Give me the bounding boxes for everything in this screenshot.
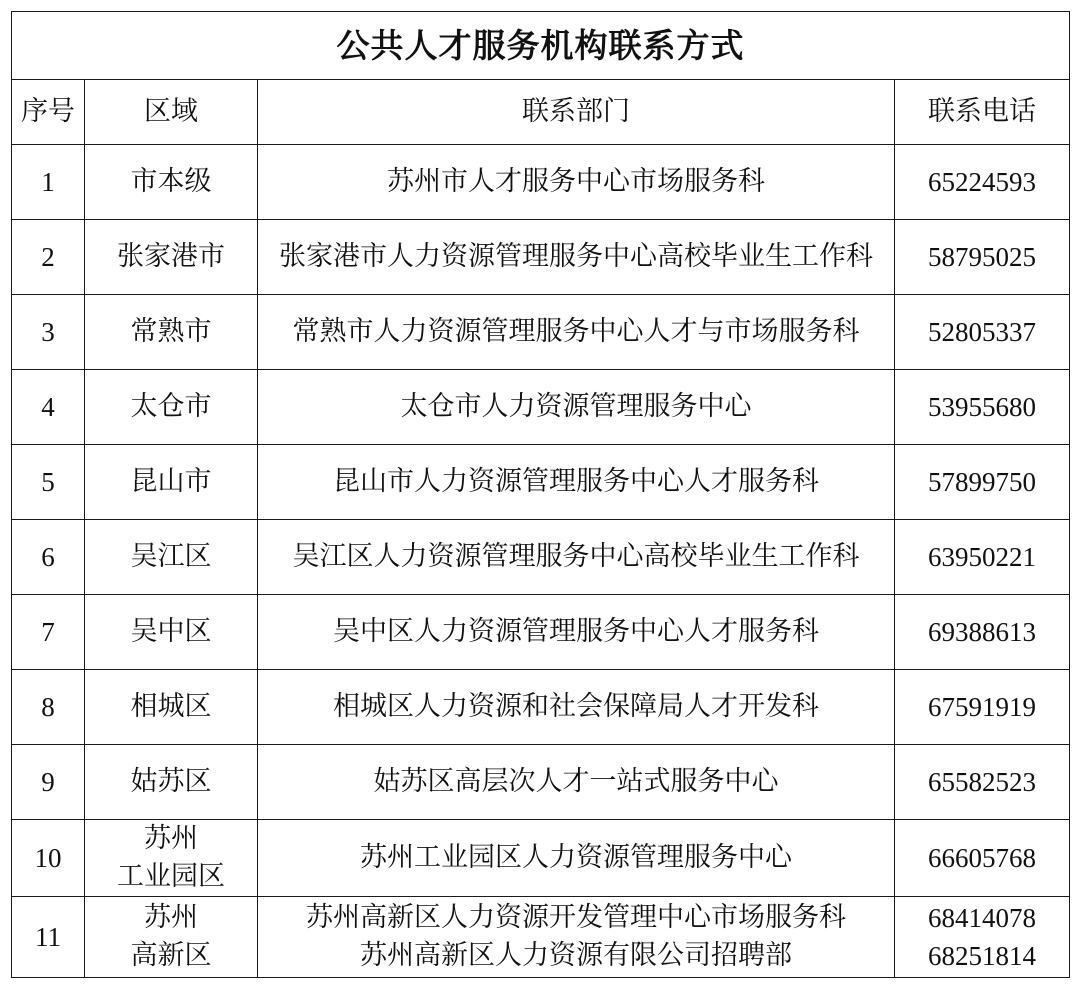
row-phone bbox=[895, 370, 1070, 445]
row-phone-text: 67591919 bbox=[928, 692, 1036, 722]
row-region-text: 太仓市 bbox=[130, 391, 212, 422]
row-index: 8 bbox=[12, 670, 85, 745]
row-region-text: 相城区 bbox=[130, 691, 212, 722]
row-region-text: 苏州 bbox=[144, 902, 198, 933]
row-phone-text: 66605768 bbox=[928, 843, 1036, 873]
table-row bbox=[12, 295, 1070, 370]
table-row bbox=[12, 445, 1070, 520]
table-title: 公共人才服务机构联系方式 bbox=[12, 12, 1070, 80]
row-department bbox=[258, 595, 895, 670]
row-department-text: 姑苏区高层次人才一站式服务中心 bbox=[373, 766, 779, 797]
row-region bbox=[85, 295, 258, 370]
row-phone-text: 58795025 bbox=[928, 242, 1036, 272]
row-department bbox=[258, 295, 895, 370]
row-region-text: 吴中区 bbox=[130, 616, 212, 647]
row-phone-text: 68251814 bbox=[928, 941, 1036, 971]
row-region-text: 工业园区 bbox=[117, 861, 225, 892]
row-phone-text: 52805337 bbox=[928, 317, 1036, 347]
table-row bbox=[12, 145, 1070, 220]
table-row bbox=[12, 670, 1070, 745]
row-phone bbox=[895, 220, 1070, 295]
row-index: 2 bbox=[12, 220, 85, 295]
table-row bbox=[12, 220, 1070, 295]
row-region bbox=[85, 897, 258, 978]
row-phone-text: 53955680 bbox=[928, 392, 1036, 422]
table-row bbox=[12, 745, 1070, 820]
row-region-text: 常熟市 bbox=[130, 316, 212, 347]
header-index: 序号 bbox=[12, 80, 85, 145]
row-phone bbox=[895, 295, 1070, 370]
row-region-text: 姑苏区 bbox=[130, 766, 212, 797]
row-region bbox=[85, 145, 258, 220]
table-body bbox=[12, 145, 1070, 978]
row-phone bbox=[895, 520, 1070, 595]
row-department-text: 昆山市人力资源管理服务中心人才服务科 bbox=[333, 466, 819, 497]
row-department-text: 常熟市人力资源管理服务中心人才与市场服务科 bbox=[292, 316, 860, 347]
table-row bbox=[12, 370, 1070, 445]
row-index: 3 bbox=[12, 295, 85, 370]
row-region-text: 苏州 bbox=[144, 823, 198, 854]
row-phone bbox=[895, 820, 1070, 897]
row-region-text: 昆山市 bbox=[130, 466, 212, 497]
header-region: 区域 bbox=[85, 80, 258, 145]
row-region-text: 吴江区 bbox=[130, 541, 212, 572]
table-row bbox=[12, 595, 1070, 670]
row-phone bbox=[895, 897, 1070, 978]
row-department-text: 吴中区人力资源管理服务中心人才服务科 bbox=[333, 616, 819, 647]
row-department-text: 苏州市人才服务中心市场服务科 bbox=[387, 166, 765, 197]
row-phone-text: 65582523 bbox=[928, 767, 1036, 797]
header-row bbox=[12, 80, 1070, 145]
row-department bbox=[258, 145, 895, 220]
row-phone bbox=[895, 745, 1070, 820]
row-index: 6 bbox=[12, 520, 85, 595]
row-department-text: 张家港市人力资源管理服务中心高校毕业生工作科 bbox=[279, 241, 873, 272]
header-phone: 联系电话 bbox=[895, 80, 1070, 145]
row-region bbox=[85, 370, 258, 445]
row-department-text: 苏州工业园区人力资源管理服务中心 bbox=[360, 842, 792, 873]
contact-table bbox=[11, 11, 1070, 978]
row-department bbox=[258, 897, 895, 978]
row-department-text: 太仓市人力资源管理服务中心 bbox=[400, 391, 752, 422]
row-department bbox=[258, 745, 895, 820]
row-department-text: 相城区人力资源和社会保障局人才开发科 bbox=[333, 691, 819, 722]
row-region-text: 张家港市 bbox=[117, 241, 225, 272]
row-phone bbox=[895, 445, 1070, 520]
table-row bbox=[12, 820, 1070, 897]
row-phone-text: 69388613 bbox=[928, 617, 1036, 647]
row-department bbox=[258, 370, 895, 445]
row-phone-text: 68414078 bbox=[928, 903, 1036, 933]
row-phone bbox=[895, 595, 1070, 670]
row-region bbox=[85, 745, 258, 820]
row-index: 5 bbox=[12, 445, 85, 520]
row-index: 1 bbox=[12, 145, 85, 220]
row-region-text: 市本级 bbox=[130, 166, 212, 197]
row-index: 11 bbox=[12, 897, 85, 978]
row-index: 7 bbox=[12, 595, 85, 670]
row-phone-text: 63950221 bbox=[928, 542, 1036, 572]
row-index: 10 bbox=[12, 820, 85, 897]
row-region bbox=[85, 820, 258, 897]
row-phone bbox=[895, 670, 1070, 745]
row-department bbox=[258, 520, 895, 595]
row-region bbox=[85, 670, 258, 745]
row-department bbox=[258, 670, 895, 745]
row-index: 4 bbox=[12, 370, 85, 445]
header-department: 联系部门 bbox=[258, 80, 895, 145]
row-department-text: 苏州高新区人力资源开发管理中心市场服务科 bbox=[306, 902, 846, 933]
row-phone bbox=[895, 145, 1070, 220]
row-department bbox=[258, 220, 895, 295]
title-row bbox=[12, 12, 1070, 80]
row-phone-text: 57899750 bbox=[928, 467, 1036, 497]
row-department bbox=[258, 445, 895, 520]
table-row bbox=[12, 897, 1070, 978]
row-phone-text: 65224593 bbox=[928, 167, 1036, 197]
row-region bbox=[85, 220, 258, 295]
row-index: 9 bbox=[12, 745, 85, 820]
table-row bbox=[12, 520, 1070, 595]
row-department-text: 苏州高新区人力资源有限公司招聘部 bbox=[360, 940, 792, 971]
row-department-text: 吴江区人力资源管理服务中心高校毕业生工作科 bbox=[292, 541, 860, 572]
row-region bbox=[85, 445, 258, 520]
row-region bbox=[85, 520, 258, 595]
row-region-text: 高新区 bbox=[130, 940, 212, 971]
row-department bbox=[258, 820, 895, 897]
row-region bbox=[85, 595, 258, 670]
